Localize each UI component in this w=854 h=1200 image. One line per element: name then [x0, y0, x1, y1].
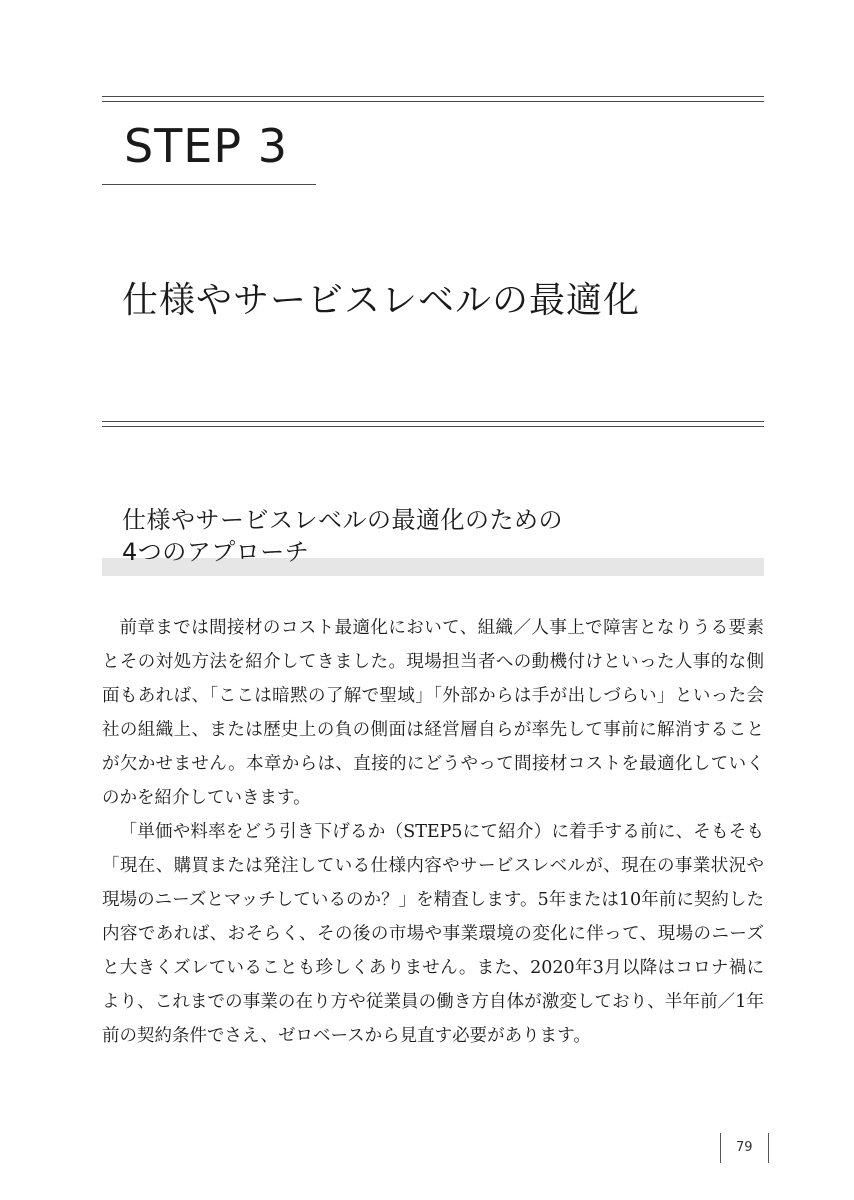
page-number-right-bar	[768, 1133, 769, 1163]
section-heading-line2: 4つのアプローチ	[122, 538, 310, 566]
chapter-rule-upper	[102, 421, 764, 422]
body-paragraph-1: 前章までは間接材のコスト最適化において、組織／人事上で障害となりうる要素とその対処方法を紹介してきました。現場担当者への動機付けといった人事的な側面もあれば、「ここは暗黙の了解で聖域」「外部からは手が出しづらい」といった会社の組織上、または歴史上の負の側面は経営層自らが率先して事前に解消することが欠かせません。本章からは、直接的にどうやって間接材コストを最適化していくのかを紹介していきます。	[102, 618, 764, 808]
top-rule-upper	[102, 96, 764, 97]
body-paragraph-2: 「単価や料率をどう引き下げるか（STEP5にて紹介）に着手する前に、そもそも「現在、購買または発注している仕様内容やサービスレベルが、現在の事業状況や現場のニーズとマッチしているのか？」を精査します。5年または10年前に契約した内容であれば、おそらく、その後の市場や事業環境の変化に伴って、現場のニーズと大きくズレていることも珍しくありません。また、2020年3月以降はコロナ禍により、これまでの事業の在り方や従業員の働き方自体が激変しており、半年前／1年前の契約条件でさえ、ゼロベースから見直す必要があります。	[102, 822, 764, 1046]
body-text	[102, 611, 764, 1053]
section-heading	[122, 504, 742, 568]
section-heading-line1: 仕様やサービスレベルの最適化のための	[122, 506, 563, 534]
page-number-left-bar	[720, 1133, 721, 1163]
top-rule-lower	[102, 101, 764, 102]
step-underline	[102, 184, 316, 185]
page-number: 79	[736, 1140, 753, 1155]
chapter-rule-lower	[102, 426, 764, 427]
step-label: STEP 3	[124, 119, 288, 173]
chapter-title: 仕様やサービスレベルの最適化	[122, 280, 641, 321]
